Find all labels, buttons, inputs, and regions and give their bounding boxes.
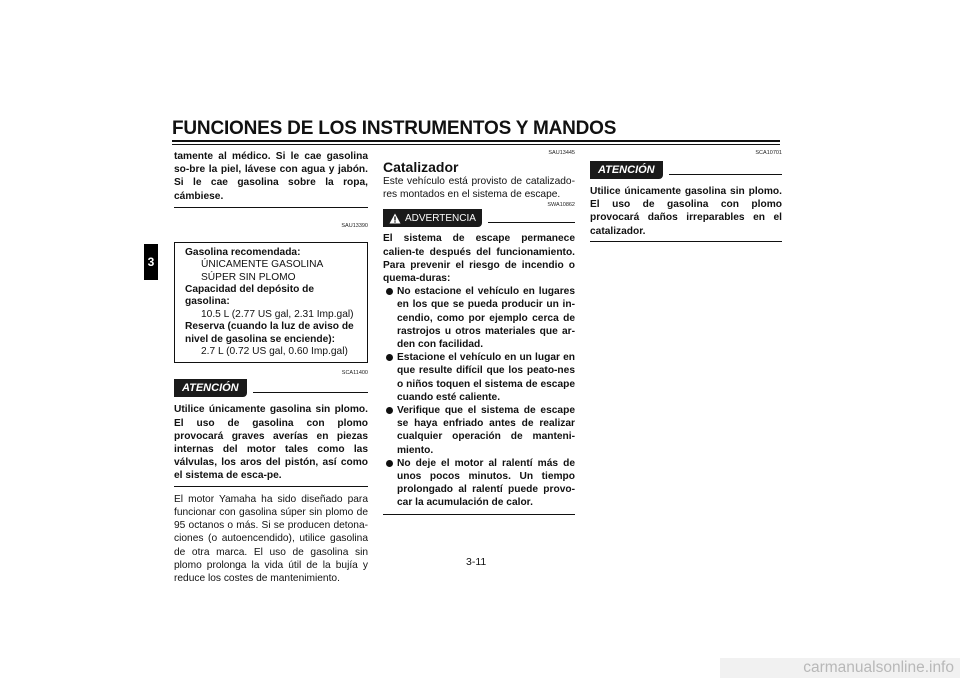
fuel-spec-box — [174, 242, 368, 364]
attention-code: SCA11400 — [341, 370, 368, 377]
header-rule-thin — [172, 144, 780, 145]
fuel-spec-label: Gasolina recomendada: — [185, 246, 301, 258]
bullet-icon — [386, 460, 393, 467]
attention-text: Utilice únicamente gasolina sin plomo. El uso de gasolina con plomo provocará daños irreparables en el catalizador. — [590, 186, 782, 237]
list-item: Estacione el vehículo en un lugar en que resulte difícil que los peato-nes o niños toquen el sistema de escape cuando esté caliente. — [383, 351, 575, 404]
attention-header — [590, 161, 782, 179]
attention-label: ATENCIÓN — [590, 161, 663, 179]
column-3 — [590, 150, 782, 242]
warning-triangle-icon — [389, 213, 401, 224]
tank-capacity-value: 10.5 L (2.77 US gal, 2.31 Imp.gal) — [201, 308, 354, 320]
section-title-catalizador: Catalizador — [383, 159, 459, 175]
attention-code: SCA10701 — [755, 150, 782, 156]
warning-rule — [488, 222, 575, 223]
page-number: 3-11 — [466, 556, 487, 568]
divider — [174, 207, 368, 208]
divider — [383, 514, 575, 515]
attention-text: Utilice únicamente gasolina sin plomo. El uso de gasolina con plomo provocará graves averías en piezas internas del motor tales como las válvulas, los aros del pistón, así como el sistema de esca-pe. — [174, 404, 368, 482]
catalyst-intro: Este vehículo está provisto de catalizado-res montados en el sistema de escape. — [383, 176, 575, 201]
intro-warning-continuation: tamente al médico. Si le cae gasolina so-bre la piel, lávese con agua y jabón. Si le cae gasolina sobre la ropa, cámbiese. — [174, 151, 368, 202]
warning-intro: El sistema de escape permanece calien-te después del funcionamiento. Para prevenir el riesgo de incendio o quema-duras: — [383, 233, 575, 285]
reserve-label: Reserva (cuando la luz de aviso de nivel de gasolina se enciende): — [185, 321, 354, 345]
section-code: SAU13390 — [341, 222, 368, 229]
watermark: carmanualsonline.info — [720, 658, 960, 678]
page-header-title: FUNCIONES DE LOS INSTRUMENTOS Y MANDOS — [172, 118, 617, 139]
column-2 — [383, 150, 575, 515]
reserve-value: 2.7 L (0.72 US gal, 0.60 Imp.gal) — [201, 346, 348, 358]
list-item: No estacione el vehículo en lugares en los que se pueda producir un in-cendio, como por ejemplo cerca de rastrojos u otros materiales que ar-den con facilidad. — [383, 285, 575, 351]
tank-capacity-label: Capacidad del depósito de gasolina: — [185, 284, 315, 308]
bullet-icon — [386, 354, 393, 361]
section-code: SAU13445 — [548, 150, 575, 156]
header-rule — [172, 140, 780, 142]
divider — [590, 241, 782, 242]
column-1 — [174, 150, 368, 585]
list-item: No deje el motor al ralentí más de unos pocos minutos. Un tiempo prolongado al ralentí puede provo-car la acumulación de calor. — [383, 457, 575, 510]
attention-label: ATENCIÓN — [174, 379, 247, 397]
attention-rule — [669, 174, 782, 175]
chapter-tab: 3 — [144, 244, 158, 280]
warning-label-text: ADVERTENCIA — [405, 212, 476, 224]
warning-label — [383, 209, 482, 227]
bullet-icon — [386, 288, 393, 295]
fuel-body-text: El motor Yamaha ha sido diseñado para funcionar con gasolina súper sin plomo de 95 octanos o más. Si se producen detona-ciones (o autoencendido), utilice gasolina de otra marca. El uso de gasolina sin plomo prolonga la vida útil de la bujía y reduce los costes de mantenimiento. — [174, 493, 368, 584]
warning-bullet-list — [383, 285, 575, 509]
attention-header — [174, 379, 368, 397]
warning-code: SWA10862 — [547, 202, 575, 209]
warning-header — [383, 209, 575, 227]
attention-rule — [253, 392, 368, 393]
list-item: Verifique que el sistema de escape se haya enfriado antes de realizar cualquier operación de manteni-miento. — [383, 404, 575, 457]
bullet-icon — [386, 407, 393, 414]
fuel-spec-value: ÚNICAMENTE GASOLINA SÚPER SIN PLOMO — [201, 259, 323, 283]
divider — [174, 486, 368, 487]
